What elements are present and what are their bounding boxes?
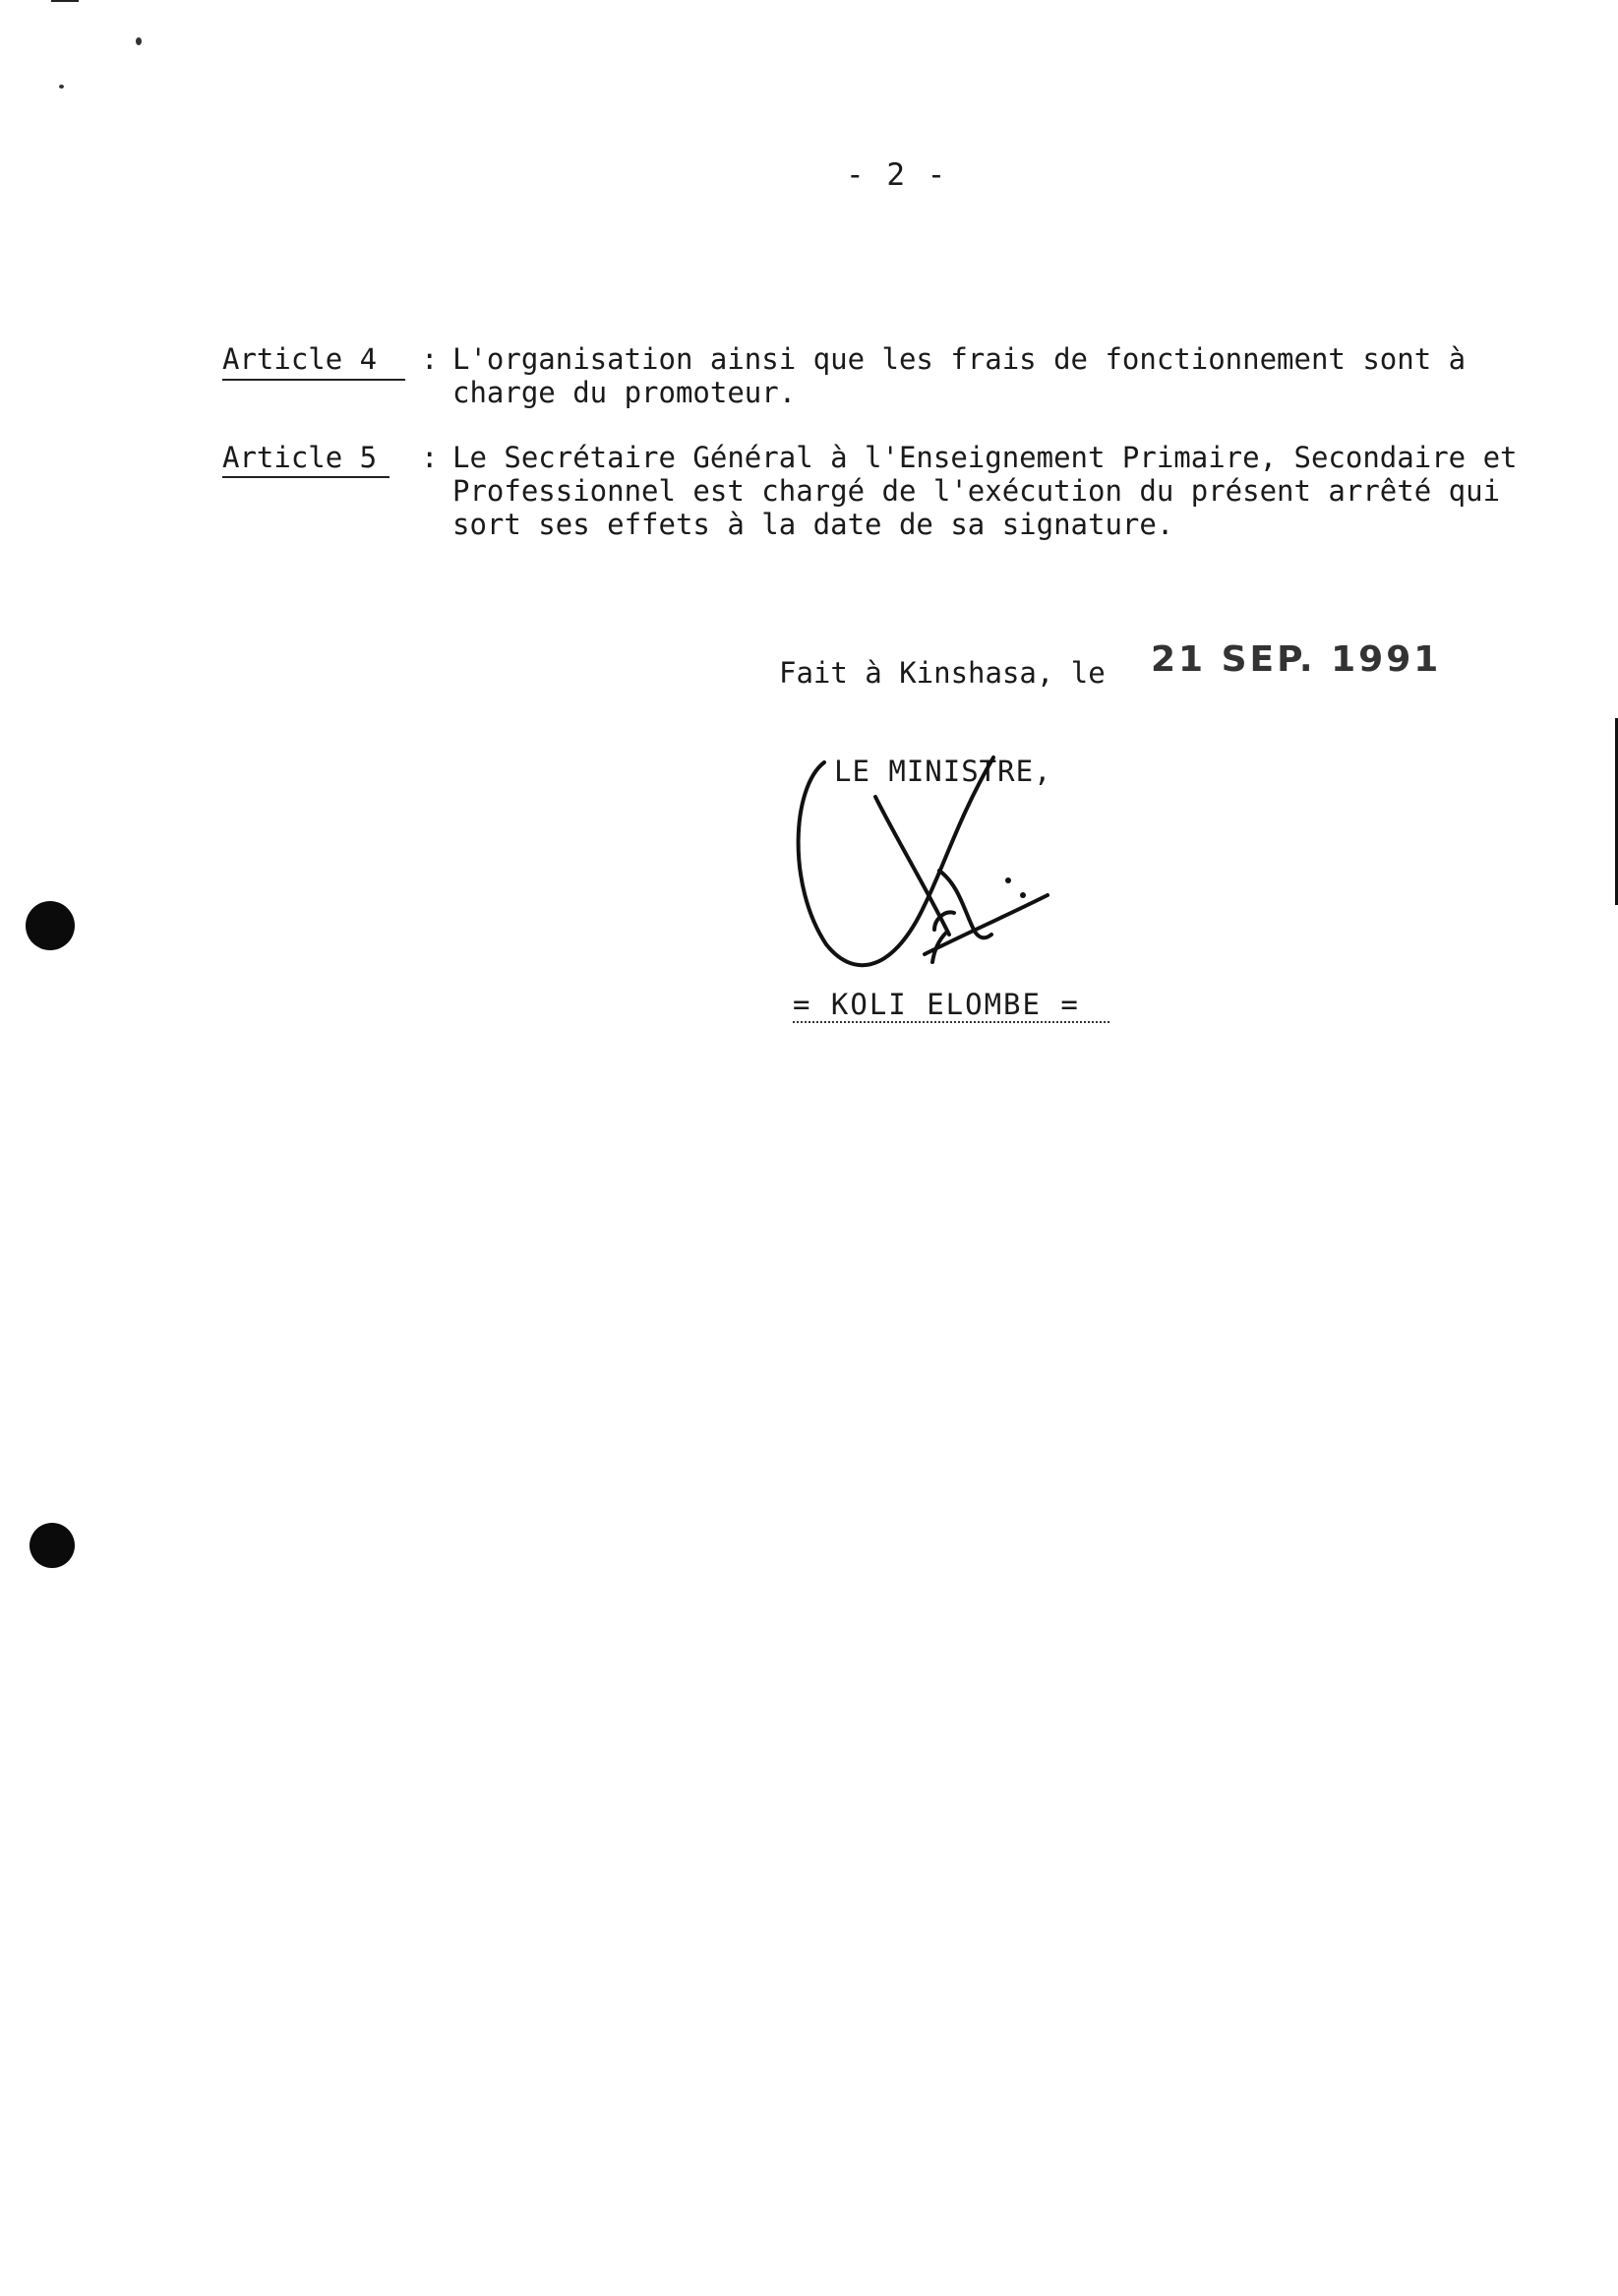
article-5-line-1: Le Secrétaire Général à l'Enseignement Primaire, Secondaire et — [452, 441, 1518, 474]
article-5-text — [452, 441, 1518, 541]
date-stamp: 21 SEP. 1991 — [1151, 639, 1442, 680]
scan-speck — [59, 85, 64, 89]
article-5-label: Article 5 — [222, 441, 378, 474]
minister-title: LE MINISTRE, — [834, 755, 1052, 788]
article-5-line-2: Professionnel est chargé de l'exécution du présent arrêté qui — [452, 474, 1501, 508]
article-4-line-1: L'organisation ainsi que les frais de fonctionnement sont à — [452, 342, 1467, 376]
page-number: - 2 - — [846, 157, 948, 193]
punch-hole — [26, 901, 75, 950]
article-4-line-2: charge du promoteur. — [452, 376, 797, 409]
signature-image — [787, 748, 1082, 994]
scan-speck — [136, 37, 142, 45]
signature-dot — [1005, 877, 1011, 883]
minister-name-underline — [793, 1021, 1109, 1023]
punch-hole — [30, 1523, 75, 1568]
article-5-colon: : — [421, 441, 439, 474]
signature-dot — [1020, 892, 1026, 898]
minister-name: = KOLI ELOMBE = — [793, 988, 1080, 1021]
place-line: Fait à Kinshasa, le — [779, 656, 1106, 690]
scan-mark — [51, 0, 79, 2]
article-4-underline — [222, 379, 405, 381]
article-5-underline — [222, 476, 390, 478]
article-4-colon: : — [421, 342, 439, 376]
article-4-label: Article 4 — [222, 342, 378, 376]
article-5-line-3: sort ses effets à la date de sa signature. — [452, 508, 1174, 541]
article-4-text — [452, 342, 1485, 409]
